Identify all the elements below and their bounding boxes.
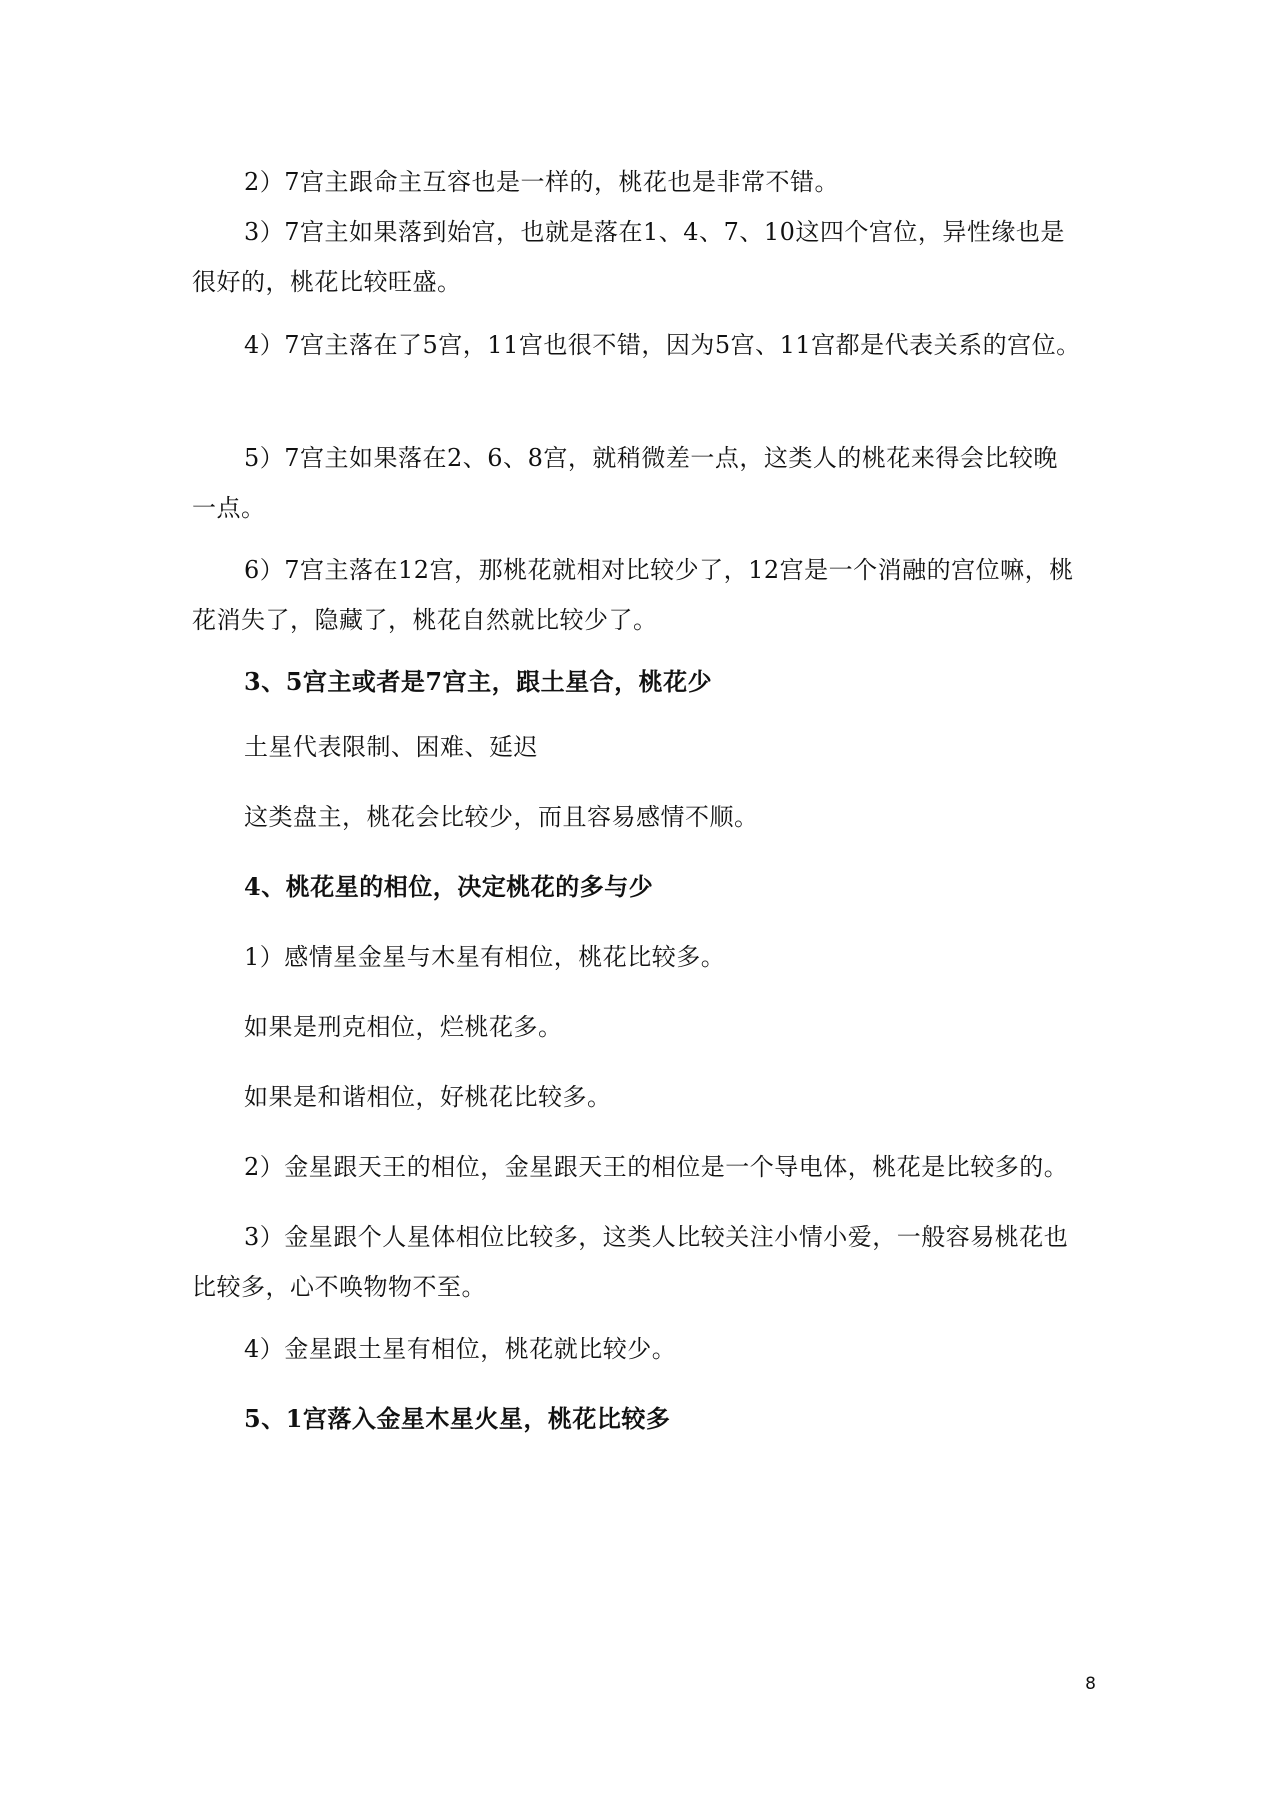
- paragraph-7th-house-mutual-reception: 2）7宫主跟命主互容也是一样的，桃花也是非常不错。: [244, 168, 840, 196]
- section-heading-first-house: 5、1宫落入金星木星火星，桃花比较多: [244, 1404, 671, 1433]
- paragraph-venus-jupiter: 1）感情星金星与木星有相位，桃花比较多。: [244, 943, 726, 971]
- paragraph-7th-house-angular: 3）7宫主如果落到始宫，也就是落在1、4、7、10这四个宫位，异性缘也是很好的，桃花比较旺盛。: [192, 218, 1065, 296]
- section-heading-saturn-conjunction: 3、5宫主或者是7宫主，跟土星合，桃花少: [244, 667, 713, 696]
- page-number: 8: [1085, 1674, 1096, 1694]
- section-heading-aspects: 4、桃花星的相位，决定桃花的多与少: [244, 872, 654, 901]
- paragraph-7th-house-2-6-8: 5）7宫主如果落在2、6、8宫，就稍微差一点，这类人的桃花来得会比较晚一点。: [192, 444, 1058, 522]
- paragraph-saturn-meaning: 土星代表限制、困难、延迟: [244, 733, 538, 761]
- paragraph-venus-uranus: 2）金星跟天王的相位，金星跟天王的相位是一个导电体，桃花是比较多的。: [244, 1153, 1069, 1181]
- paragraph-7th-house-12th: 6）7宫主落在12宫，那桃花就相对比较少了，12宫是一个消融的宫位嘛，桃花消失了，隐藏了，桃花自然就比较少了。: [192, 556, 1074, 634]
- paragraph-hard-aspect: 如果是刑克相位，烂桃花多。: [244, 1013, 563, 1041]
- paragraph-venus-personal-planets: 3）金星跟个人星体相位比较多，这类人比较关注小情小爱，一般容易桃花也比较多，心不唤物物不至。: [192, 1223, 1069, 1301]
- paragraph-7th-house-5th-11th: 4）7宫主落在了5宫，11宫也很不错，因为5宫、11宫都是代表关系的宫位。: [244, 331, 1081, 359]
- paragraph-saturn-effect: 这类盘主，桃花会比较少，而且容易感情不顺。: [244, 803, 759, 831]
- paragraph-venus-saturn: 4）金星跟土星有相位，桃花就比较少。: [244, 1335, 677, 1363]
- paragraph-soft-aspect: 如果是和谐相位，好桃花比较多。: [244, 1083, 612, 1111]
